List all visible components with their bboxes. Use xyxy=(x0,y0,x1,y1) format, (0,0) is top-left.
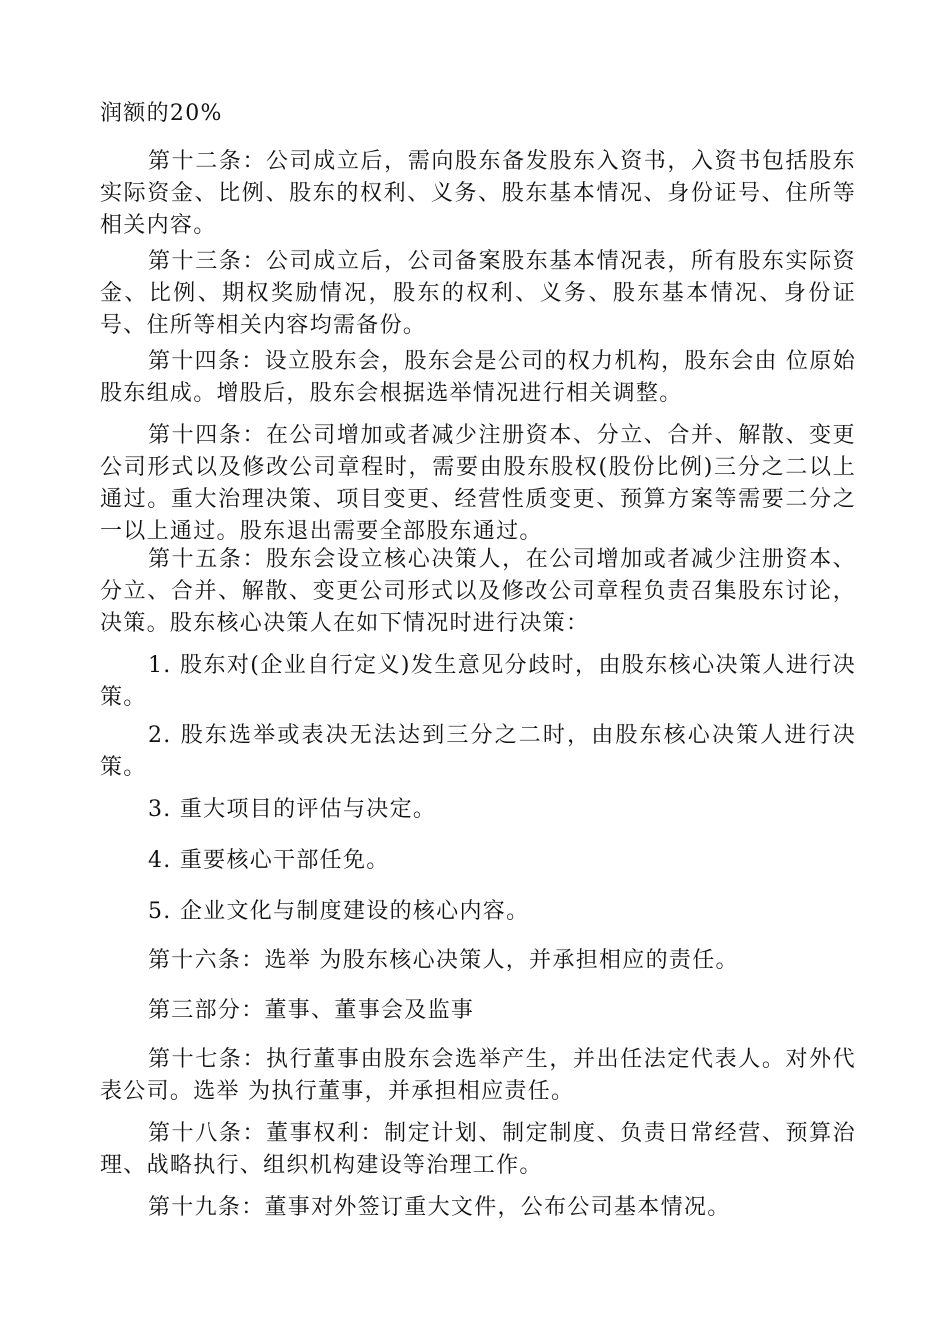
paragraph-article-13: 第十三条：公司成立后，公司备案股东基本情况表，所有股东实际资金、比例、期权奖励情况，股东的权利、义务、股东基本情况、身份证号、住所等相关内容均需备份。 xyxy=(100,249,856,338)
list-item-5: 5. 企业文化与制度建设的核心内容。 xyxy=(148,899,530,924)
paragraph-article-14b: 第十四条：在公司增加或者减少注册资本、分立、合并、解散、变更公司形式以及修改公司章程时，需要由股东股权(股份比例)三分之二以上通过。重大治理决策、项目变更、经营性质变更、预算方案等需要二分之一以上通过。股东退出需要全部股东通过。 xyxy=(100,423,856,544)
paragraph-article-19: 第十九条：董事对外签订重大文件，公布公司基本情况。 xyxy=(148,1195,731,1220)
section-heading-part-3: 第三部分：董事、董事会及监事 xyxy=(148,998,475,1023)
paragraph-article-15: 第十五条：股东会设立核心决策人，在公司增加或者减少注册资本、分立、合并、解散、变更公司形式以及修改公司章程负责召集股东讨论，决策。股东核心决策人在如下情况时进行决策： xyxy=(100,547,856,636)
paragraph-article-12: 第十二条：公司成立后，需向股东备发股东入资书，入资书包括股东实际资金、比例、股东的权利、义务、股东基本情况、身份证号、住所等相关内容。 xyxy=(100,149,856,238)
list-item-4: 4. 重要核心干部任免。 xyxy=(148,848,390,873)
paragraph-article-14a: 第十四条：设立股东会，股东会是公司的权力机构，股东会由 位原始股东组成。增股后，股东会根据选举情况进行相关调整。 xyxy=(100,349,856,406)
list-item-2: 2. 股东选举或表决无法达到三分之二时，由股东核心决策人进行决策。 xyxy=(100,723,856,780)
list-item-1: 1. 股东对(企业自行定义)发生意见分歧时，由股东核心决策人进行决策。 xyxy=(100,653,856,710)
paragraph-article-18: 第十八条：董事权利：制定计划、制定制度、负责日常经营、预算治理、战略执行、组织机构建设等治理工作。 xyxy=(100,1121,856,1178)
paragraph-article-17: 第十七条：执行董事由股东会选举产生，并出任法定代表人。对外代表公司。选举 为执行董事，并承担相应责任。 xyxy=(100,1047,856,1104)
paragraph-continuation: 润额的20% xyxy=(100,101,223,126)
paragraph-article-16: 第十六条：选举 为股东核心决策人，并承担相应的责任。 xyxy=(148,948,739,973)
list-item-3: 3. 重大项目的评估与决定。 xyxy=(148,797,437,822)
